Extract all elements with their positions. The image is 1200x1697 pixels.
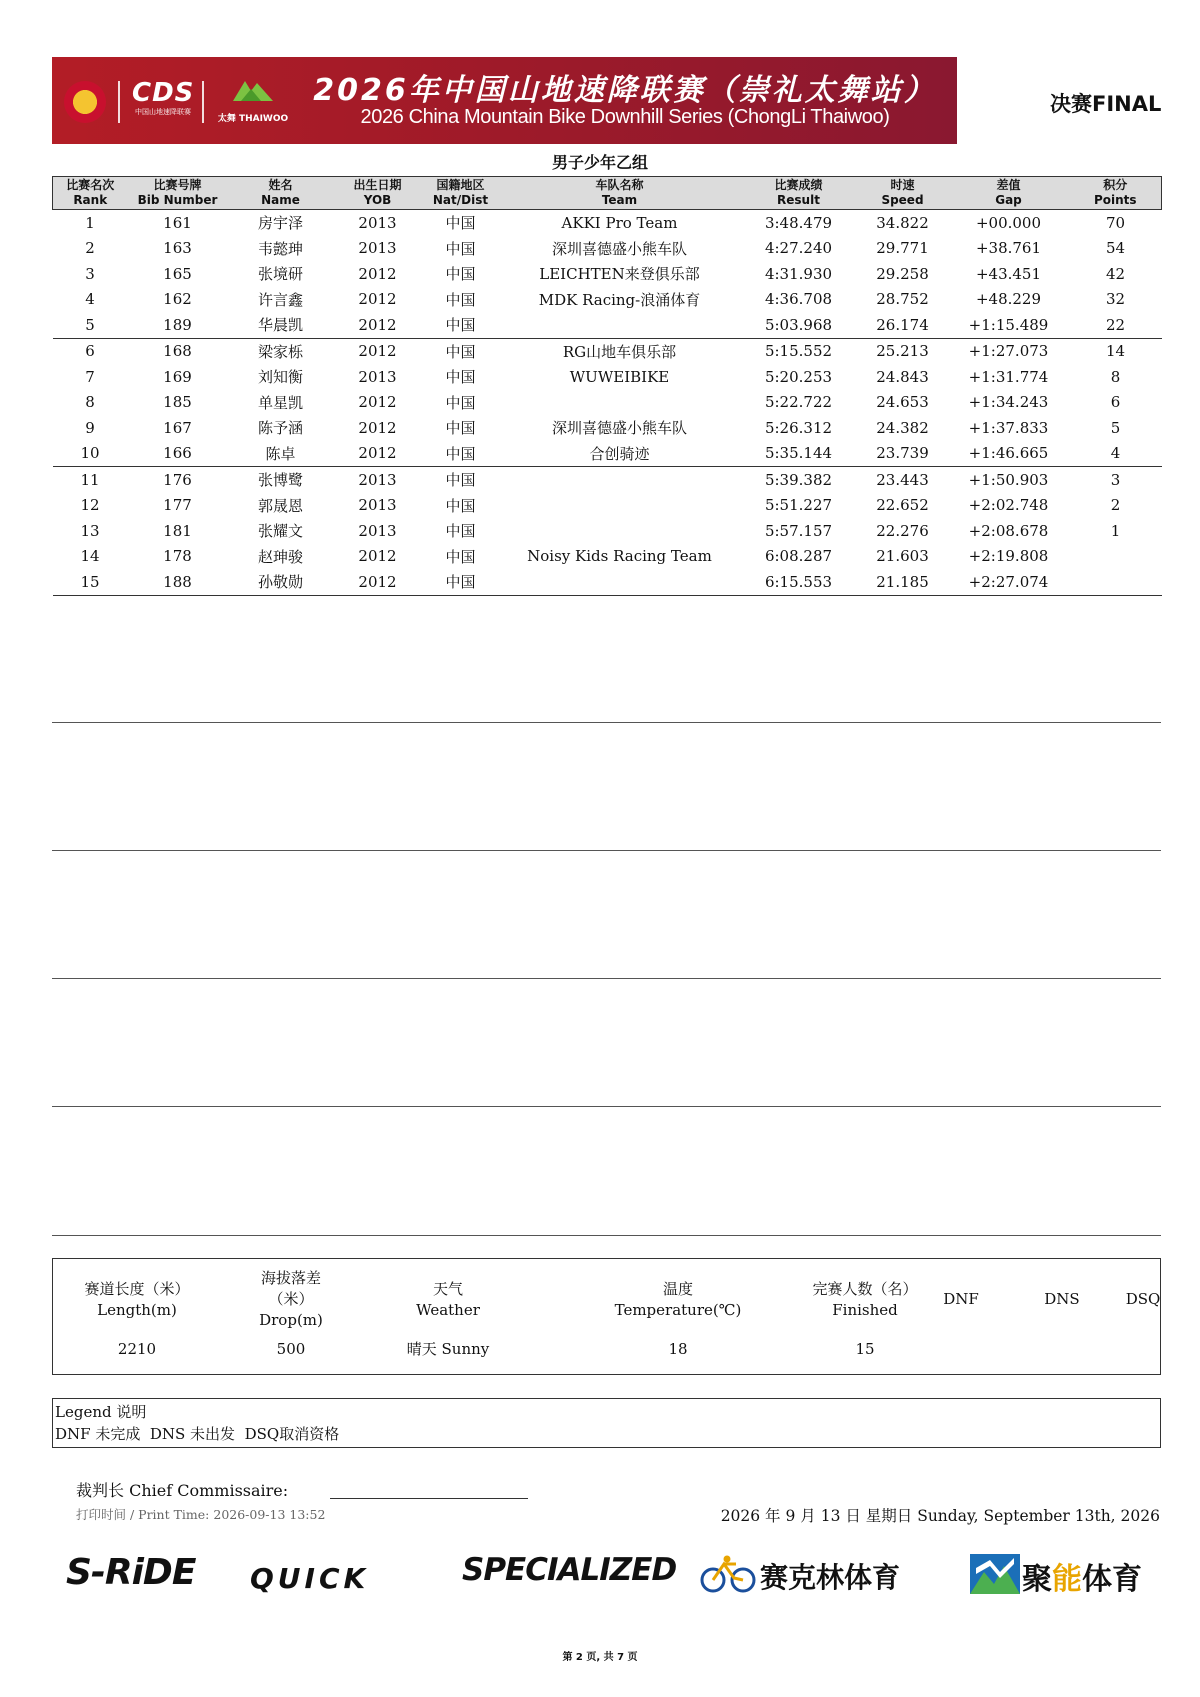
cell-result: 4:27.240 [764,239,833,258]
cell-bib: 165 [163,264,192,283]
cds-logo: CDS 中国山地速降联赛 [132,78,195,116]
table-row [53,518,1162,544]
cell-bib: 163 [163,239,192,258]
chief-commissaire-label: 裁判长 Chief Commissaire: [76,1481,289,1500]
cell-bib: 181 [163,521,192,540]
cell-team [500,569,740,595]
cell-name: 赵珅骏 [257,547,303,566]
cell-bib: 189 [128,312,228,338]
cell-team: LEICHTEN来登俱乐部 [539,265,700,284]
thaiwoo-logo: 太舞 THAIWOO [212,77,294,127]
course-info-box [52,1258,1161,1375]
divider [52,978,1161,979]
cell-rank: 7 [85,367,95,386]
cell-yob: 2013 [358,496,397,515]
sponsor-sride-logo: S-RiDE [66,1552,196,1593]
cell-points: 1 [1110,521,1121,540]
divider [52,1235,1161,1236]
cell-rank: 12 [80,496,100,515]
cell-name: 许言鑫 [257,290,303,309]
column-header-points: 积分 Points [1070,177,1162,210]
cell-bib: 176 [163,470,192,489]
divider [52,850,1161,851]
cell-gap: +2:08.678 [968,521,1049,540]
cell-nat: 中国 [445,214,476,233]
cell-result: 6:08.287 [764,547,833,566]
cell-name: 陈卓 [228,441,334,467]
cell-team: RG山地车俱乐部 [562,342,677,361]
cell-nat: 中国 [422,569,500,595]
cell-bib: 177 [163,496,192,515]
cell-nat: 中国 [445,522,476,541]
cell-rank: 15 [53,569,128,595]
finished-label: 完赛人数（名） Finished [812,1280,918,1319]
cell-points [1070,569,1162,595]
event-date: 2026 年 9 月 13 日 星期日 Sunday, September 13th, 2026 [720,1507,1160,1525]
cell-gap: +1:27.073 [968,342,1049,361]
cell-speed: 34.822 [876,213,929,232]
temperature-label: 温度 Temperature(℃) [614,1280,742,1319]
cell-team [500,493,740,519]
length-value: 2210 [117,1340,157,1358]
cell-name: 张耀文 [257,522,303,541]
temperature-value: 18 [668,1340,688,1358]
cell-name: 张博鹭 [257,471,303,490]
event-title-cn: 2026年中国山地速降联赛（崇礼太舞站） [313,73,937,108]
cell-bib: 178 [163,547,192,566]
cell-yob: 2013 [358,239,397,258]
cell-speed: 24.382 [876,418,929,437]
cell-bib: 162 [163,290,192,309]
cell-name: 张境研 [257,265,303,284]
banner-divider [202,81,204,123]
cell-rank: 2 [85,239,95,258]
cell-points: 22 [1070,312,1162,338]
cell-yob: 2013 [358,521,397,540]
cell-nat: 中国 [422,312,500,338]
header-banner [52,57,957,144]
cell-team [500,467,740,493]
cell-rank: 10 [53,441,128,467]
cell-rank: 1 [85,213,95,232]
cell-name: 郭晟恩 [257,496,303,515]
cell-result: 4:36.708 [764,290,833,309]
drop-value: 500 [276,1340,306,1358]
signature-line [330,1498,528,1499]
sponsor-specialized-logo: SPECIALIZED [462,1552,677,1588]
cell-speed: 22.652 [876,496,929,515]
cell-speed: 21.185 [858,569,948,595]
cell-rank: 6 [85,342,95,361]
cell-speed: 23.739 [858,441,948,467]
event-title-en: 2026 China Mountain Bike Downhill Series (ChongLi Thaiwoo) [360,106,890,128]
column-header-yob: 出生日期 YOB [334,177,422,210]
table-row [53,390,1162,416]
print-time: 打印时间 / Print Time: 2026-09-13 13:52 [76,1507,326,1522]
divider [52,722,1161,723]
table-row [53,415,1162,441]
juneng-emblem-icon [970,1554,1020,1594]
cell-team [500,312,740,338]
sponsor-juneng-logo: 聚能体育 [970,1552,1160,1602]
cell-result: 5:03.968 [740,312,858,338]
cell-yob: 2012 [334,312,422,338]
cell-rank: 4 [85,290,95,309]
cell-points: 8 [1110,367,1121,386]
cell-gap: +1:46.665 [948,441,1070,467]
cell-result: 5:15.552 [764,342,833,361]
cell-result: 5:22.722 [764,393,833,412]
cell-rank: 13 [80,521,100,540]
cell-yob: 2012 [334,569,422,595]
column-header-name: 姓名 Name [228,177,334,210]
table-row [53,287,1162,313]
cell-name: 单星凯 [257,393,303,412]
cell-nat: 中国 [445,290,476,309]
table-row [53,312,1162,338]
cell-gap: +1:31.774 [968,367,1049,386]
cell-gap: +00.000 [975,213,1042,232]
column-header-gap: 差值 Gap [948,177,1070,210]
cell-nat: 中国 [422,441,500,467]
table-row [53,338,1162,364]
table-row [53,493,1162,519]
cell-speed: 26.174 [858,312,948,338]
sponsor-saikelin-logo: 赛克林体育 [700,1552,930,1602]
cell-yob: 2013 [358,470,397,489]
table-row [53,236,1162,262]
cell-speed: 23.443 [876,470,929,489]
length-label: 赛道长度（米） Length(m) [84,1280,190,1319]
cell-nat: 中国 [445,368,476,387]
cell-result: 5:51.227 [764,496,833,515]
table-row [53,467,1162,493]
stage-label: 决赛FINAL [1050,92,1162,116]
cell-result: 5:20.253 [764,367,833,386]
cell-rank: 3 [85,264,95,283]
cell-speed: 29.258 [876,264,929,283]
cell-result: 5:57.157 [764,521,833,540]
cell-yob: 2012 [358,393,397,412]
cell-nat: 中国 [445,265,476,284]
cell-speed: 25.213 [876,342,929,361]
cell-rank: 9 [85,418,95,437]
cell-gap: +1:50.903 [968,470,1049,489]
cell-team: WUWEIBIKE [569,367,670,386]
cell-nat: 中国 [445,342,476,361]
cell-nat: 中国 [445,239,476,258]
cell-points: 2 [1110,496,1121,515]
cell-result: 4:31.930 [764,264,833,283]
cell-yob: 2012 [358,290,397,309]
column-header-bib: 比赛号牌 Bib Number [128,177,228,210]
cell-speed: 22.276 [876,521,929,540]
table-row [53,261,1162,287]
cell-gap: +2:27.074 [948,569,1070,595]
cell-bib: 168 [163,342,192,361]
cell-gap: +1:34.243 [968,393,1049,412]
legend-box [52,1398,1161,1448]
cell-gap: +43.451 [975,264,1042,283]
cell-speed: 29.771 [876,239,929,258]
cell-name: 房宇泽 [257,214,303,233]
cell-gap: +1:15.489 [948,312,1070,338]
finished-value: 15 [855,1340,875,1358]
cell-yob: 2012 [334,441,422,467]
column-header-rank: 比赛名次 Rank [53,177,128,210]
dns-label: DNS [1044,1290,1080,1308]
cell-team: AKKI Pro Team [561,213,678,232]
cell-team: MDK Racing-浪涌体育 [538,290,701,309]
results-table [52,176,1162,596]
cell-rank: 5 [53,312,128,338]
cell-points: 70 [1105,213,1126,232]
cell-points [1070,544,1162,570]
cell-points: 3 [1110,470,1121,489]
cell-yob: 2012 [358,418,397,437]
cell-result: 5:26.312 [764,418,833,437]
cell-bib: 167 [163,418,192,437]
cell-points: 14 [1105,342,1126,361]
cell-result: 5:39.382 [764,470,833,489]
column-header-speed: 时速 Speed [858,177,948,210]
cell-points: 6 [1110,393,1121,412]
federation-emblem-icon: ★ [64,81,106,123]
cell-nat: 中国 [445,496,476,515]
cell-yob: 2013 [358,213,397,232]
cell-yob: 2012 [358,264,397,283]
cell-gap: +2:02.748 [968,496,1049,515]
cell-gap: +48.229 [975,290,1042,309]
cell-yob: 2013 [358,367,397,386]
bicycle-icon [700,1554,756,1594]
cell-bib: 185 [163,393,192,412]
table-header-row [53,177,1162,210]
cell-points: 42 [1105,264,1126,283]
cell-name: 孙敬勋 [228,569,334,595]
cell-bib: 166 [128,441,228,467]
cell-points: 54 [1105,239,1126,258]
cell-team [500,518,740,544]
sponsor-quick-logo: QUICK [250,1562,370,1595]
cell-name: 梁家栎 [257,342,303,361]
column-header-team: 车队名称 Team [500,177,740,210]
cell-result: 3:48.479 [764,213,833,232]
cell-name: 陈予涵 [257,419,303,438]
cell-yob: 2012 [358,547,397,566]
table-row [53,544,1162,570]
group-title: 男子少年乙组 [551,153,648,172]
cell-points: 4 [1070,441,1162,467]
cell-gap: +38.761 [975,239,1042,258]
cell-rank: 8 [85,393,95,412]
cell-speed: 21.603 [876,547,929,566]
cell-gap: +2:19.808 [968,547,1049,566]
cell-result: 6:15.553 [740,569,858,595]
divider [52,1106,1161,1107]
cell-team: 深圳喜德盛小熊车队 [551,239,687,258]
mountain-icon [231,77,275,103]
cell-bib: 169 [163,367,192,386]
dnf-label: DNF [943,1290,979,1308]
cell-team: 合创骑迹 [500,441,740,467]
table-row [53,364,1162,390]
column-header-result: 比赛成绩 Result [740,177,858,210]
cell-team: Noisy Kids Racing Team [527,547,712,566]
cell-name: 华晨凯 [228,312,334,338]
weather-label: 天气 Weather [416,1280,480,1319]
banner-divider [118,81,120,123]
cell-nat: 中国 [445,393,476,412]
cell-name: 韦懿珅 [257,239,303,258]
cell-speed: 24.843 [876,367,929,386]
cell-points: 5 [1110,418,1121,437]
cell-team [500,390,740,416]
cell-nat: 中国 [445,419,476,438]
cell-result: 5:35.144 [740,441,858,467]
drop-label: 海拔落差 （米） Drop(m) [259,1269,323,1329]
cell-speed: 24.653 [876,393,929,412]
table-row [53,569,1162,595]
cell-points: 32 [1105,290,1126,309]
legend-title: Legend 说明 [55,1403,147,1421]
cell-name: 刘知衡 [257,368,303,387]
table-row [53,441,1162,467]
table-row [53,210,1162,236]
cell-team: 深圳喜德盛小熊车队 [551,419,687,438]
cell-nat: 中国 [445,547,476,566]
cell-rank: 14 [80,547,100,566]
cell-bib: 161 [163,213,192,232]
page-number: 第 2 页, 共 7 页 [562,1652,638,1663]
legend-text: DNF 未完成 DNS 未出发 DSQ取消资格 [55,1425,340,1443]
cell-yob: 2012 [358,342,397,361]
column-header-nat: 国籍地区 Nat/Dist [422,177,500,210]
cell-bib: 188 [128,569,228,595]
cell-rank: 11 [80,470,100,489]
cell-nat: 中国 [445,471,476,490]
cell-speed: 28.752 [876,290,929,309]
dsq-label: DSQ [1125,1290,1161,1308]
weather-value: 晴天 Sunny [406,1340,490,1358]
cell-gap: +1:37.833 [968,418,1049,437]
